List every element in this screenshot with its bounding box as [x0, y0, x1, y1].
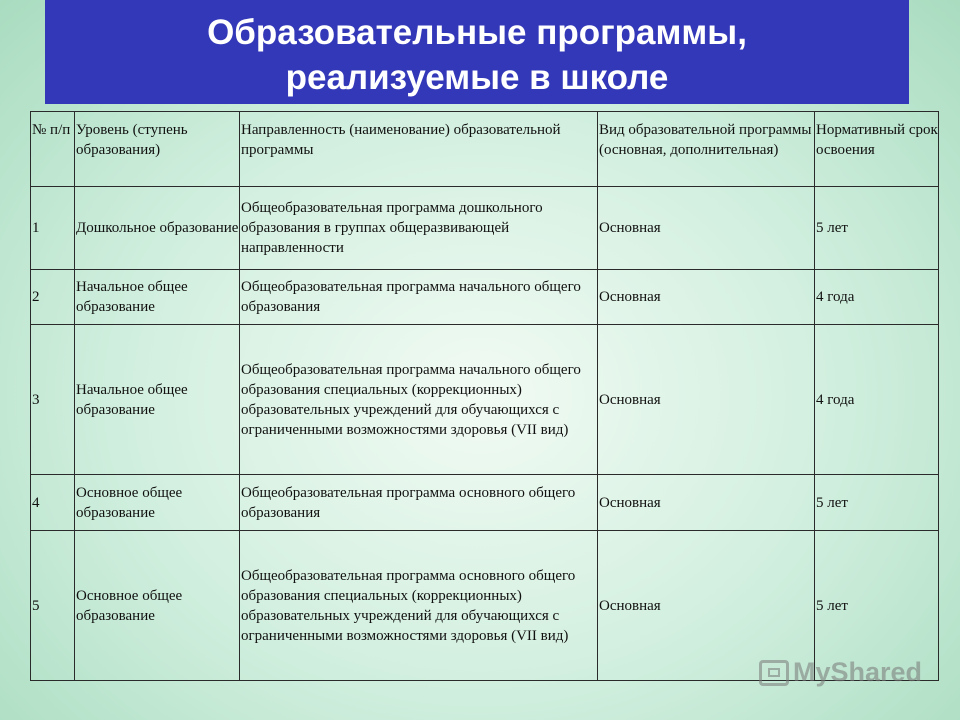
cell-direction: Общеобразовательная программа начального общего образования специальных (коррекционных) образовательных учреждений для обучающихся с ограниченными возможностями здоровья (VII вид) [240, 325, 598, 475]
cell-level: Основное общее образование [75, 531, 240, 681]
cell-type: Основная [598, 475, 815, 531]
cell-level: Дошкольное образование [75, 187, 240, 270]
header-type: Вид образовательной программы (основная, дополнительная) [598, 112, 815, 187]
cell-duration: 4 года [815, 270, 939, 325]
header-level: Уровень (ступень образования) [75, 112, 240, 187]
cell-number: 5 [31, 531, 75, 681]
table-row [31, 475, 939, 531]
cell-type: Основная [598, 187, 815, 270]
title-line-1: Образовательные программы, [207, 13, 747, 52]
cell-direction: Общеобразовательная программа основного общего образования [240, 475, 598, 531]
header-number: № п/п [31, 112, 75, 187]
presentation-icon [759, 660, 789, 686]
cell-number: 3 [31, 325, 75, 475]
cell-direction: Общеобразовательная программа начального общего образования [240, 270, 598, 325]
cell-direction: Общеобразовательная программа дошкольного образования в группах общеразвивающей направленности [240, 187, 598, 270]
header-direction: Направленность (наименование) образовательной программы [240, 112, 598, 187]
title-line-2: реализуемые в школе [285, 58, 669, 97]
cell-type: Основная [598, 270, 815, 325]
cell-type: Основная [598, 325, 815, 475]
myshared-watermark [759, 657, 922, 688]
cell-direction: Общеобразовательная программа основного общего образования специальных (коррекционных) образовательных учреждений для обучающихся с ограниченными возможностями здоровья (VII вид) [240, 531, 598, 681]
cell-number: 1 [31, 187, 75, 270]
cell-level: Начальное общее образование [75, 270, 240, 325]
header-duration: Нормативный срок освоения [815, 112, 939, 187]
table-row [31, 187, 939, 270]
cell-number: 4 [31, 475, 75, 531]
cell-number: 2 [31, 270, 75, 325]
cell-type: Основная [598, 531, 815, 681]
table-row [31, 325, 939, 475]
cell-duration: 5 лет [815, 531, 939, 681]
cell-level: Начальное общее образование [75, 325, 240, 475]
cell-level: Основное общее образование [75, 475, 240, 531]
cell-duration: 4 года [815, 325, 939, 475]
cell-duration: 5 лет [815, 475, 939, 531]
table-row [31, 270, 939, 325]
table-header-row [31, 112, 939, 187]
programs-table [30, 111, 939, 681]
watermark-text: MyShared [792, 657, 922, 687]
slide-title [45, 0, 909, 104]
cell-duration: 5 лет [815, 187, 939, 270]
